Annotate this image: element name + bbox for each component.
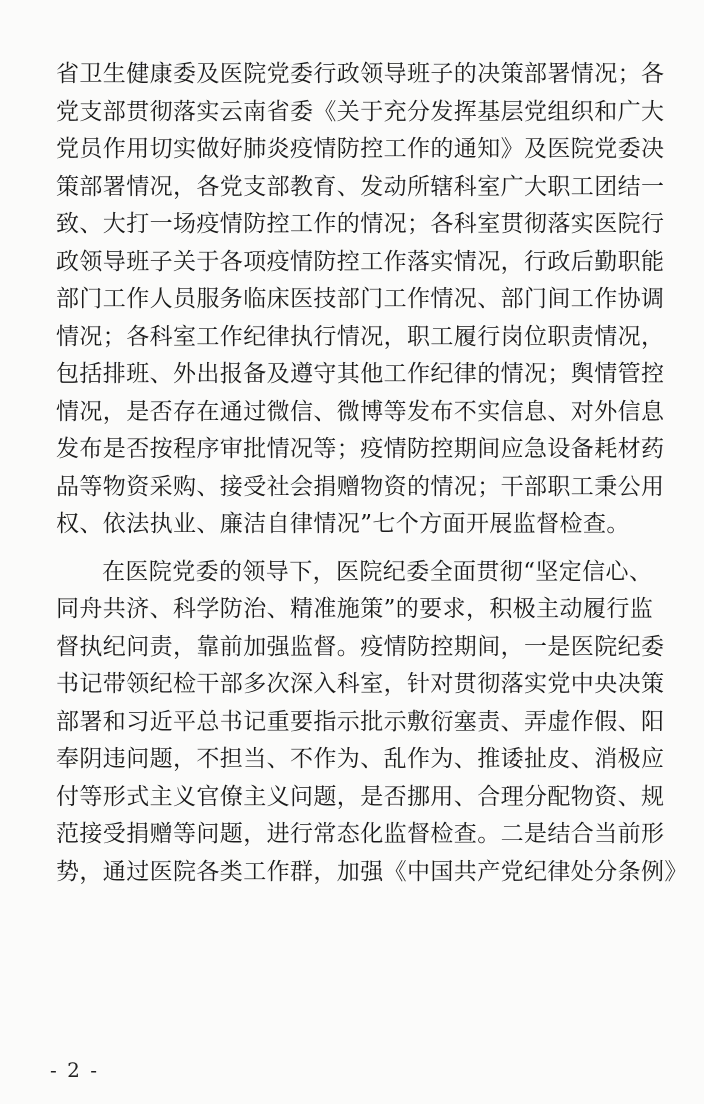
text-line: 在医院党委的领导下，医院纪委全面贯彻“坚定信心、 — [102, 558, 653, 585]
text-line: 付等形式主义官僚主义问题，是否挪用、合理分配物资、规 — [56, 783, 665, 810]
text-line: 品等物资采购、接受社会捐赠物资的情况；干部职工秉公用 — [56, 473, 665, 500]
text-line: 发布是否按程序审批情况等；疫情防控期间应急设备耗材药 — [56, 436, 665, 462]
text-line: 书记带领纪检干部多次深入科室，针对贯彻落实党中央决策 — [56, 671, 665, 697]
text-line: 党员作用切实做好肺炎疫情防控工作的通知》及医院党委决 — [56, 136, 665, 162]
text-line: 督执纪问责，靠前加强监督。疫情防控期间，一是医院纪委 — [56, 633, 665, 660]
text-line: 策部署情况，各党支部教育、发动所辖科室广大职工团结一 — [56, 173, 665, 200]
text-line: 省卫生健康委及医院党委行政领导班子的决策部署情况；各 — [56, 61, 665, 87]
text-line: 同舟共济、科学防治、精准施策”的要求，积极主动履行监 — [56, 596, 654, 622]
text-line: 部门工作人员服务临床医技部门工作情况、部门间工作协调 — [56, 286, 665, 312]
page-number: - 2 - — [50, 1058, 99, 1082]
document-body — [56, 56, 688, 891]
text-line: 情况；各科室工作纪律执行情况，职工履行岗位职责情况， — [56, 323, 665, 350]
text-line: 势，通过医院各类工作群，加强《中国共产党纪律处分条例》 — [56, 858, 688, 885]
text-line: 范接受捐赠等问题，进行常态化监督检查。二是结合当前形 — [56, 821, 665, 847]
text-line: 权、依法执业、廉洁自律情况”七个方面开展监督检查。 — [56, 511, 630, 537]
text-line: 党支部贯彻落实云南省委《关于充分发挥基层党组织和广大 — [56, 98, 665, 125]
text-line: 包括排班、外出报备及遵守其他工作纪律的情况；舆情管控 — [56, 361, 665, 387]
text-line: 部署和习近平总书记重要指示批示敷衍塞责、弄虚作假、阳 — [56, 708, 665, 735]
text-line: 致、大打一场疫情防控工作的情况；各科室贯彻落实医院行 — [56, 211, 665, 237]
paragraph-gap — [56, 544, 646, 554]
text-line: 情况，是否存在通过微信、微博等发布不实信息、对外信息 — [56, 398, 665, 425]
paragraph-1 — [56, 56, 665, 544]
text-line: 奉阴违问题，不担当、不作为、乱作为、推诿扯皮、消极应 — [56, 746, 665, 772]
paragraph-2 — [56, 554, 688, 892]
text-line: 政领导班子关于各项疫情防控工作落实情况，行政后勤职能 — [56, 248, 665, 275]
